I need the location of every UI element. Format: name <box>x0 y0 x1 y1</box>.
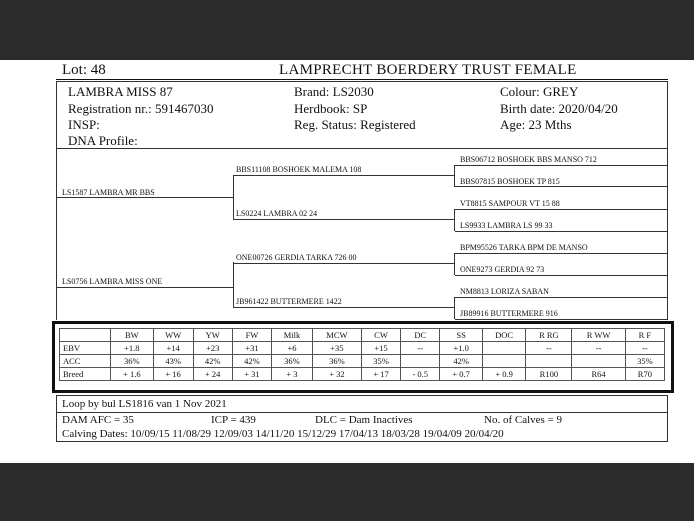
table-cell: +6 <box>272 342 313 355</box>
insp-label: INSP: <box>68 117 100 132</box>
table-cell: + 16 <box>153 368 193 381</box>
table-cell: + 17 <box>361 368 400 381</box>
table-cell: +14 <box>153 342 193 355</box>
header-cell: SS <box>440 329 483 342</box>
lot-number: Lot: 48 <box>62 62 106 78</box>
table-cell: + 3 <box>272 368 313 381</box>
header-cell: R RG <box>526 329 572 342</box>
table-cell <box>401 355 440 368</box>
pedigree-line <box>234 219 454 220</box>
pedigree-line <box>56 197 234 198</box>
pedigree-line <box>234 263 454 264</box>
table-cell: 42% <box>193 355 232 368</box>
table-cell: - 0.5 <box>401 368 440 381</box>
table-cell: 35% <box>361 355 400 368</box>
maternal-granddam: JB961422 BUTTERMERE 1422 <box>236 297 342 306</box>
pedigree-line <box>454 165 455 187</box>
brand: Brand: LS2030 <box>294 84 374 99</box>
paternal-grandsire: BBS11108 BOSHOEK MALEMA 108 <box>236 165 362 174</box>
pedigree-line <box>455 186 667 187</box>
header-cell: FW <box>232 329 271 342</box>
row-label: Breed <box>60 368 111 381</box>
table-cell <box>482 342 525 355</box>
pedigree-line <box>56 287 234 288</box>
header-cell: MCW <box>312 329 361 342</box>
pedigree-line <box>455 275 667 276</box>
pedigree-line <box>455 253 667 254</box>
header-cell: Milk <box>272 329 313 342</box>
table-cell: R70 <box>625 368 664 381</box>
table-cell: 42% <box>440 355 483 368</box>
table-cell: +15 <box>361 342 400 355</box>
dam: LS0756 LAMBRA MISS ONE <box>62 277 163 286</box>
maternal-grandsire: ONE00726 GERDIA TARKA 726 00 <box>236 253 357 262</box>
pedigree-line <box>454 209 455 231</box>
table-cell: R64 <box>572 368 625 381</box>
row-label: ACC <box>60 355 111 368</box>
page-title: LAMPRECHT BOERDERY TRUST FEMALE <box>279 62 577 78</box>
dna-profile-label: DNA Profile: <box>68 133 138 148</box>
table-cell: +1.0 <box>440 342 483 355</box>
pedigree-line <box>233 262 234 308</box>
great-grandparent: BBS07815 BOSHOEK TP 815 <box>460 177 560 186</box>
pedigree-line <box>455 319 667 320</box>
table-cell: +35 <box>312 342 361 355</box>
ebv-row <box>60 342 665 355</box>
great-grandparent: BPM95526 TARKA BPM DE MANSO <box>460 243 588 252</box>
ebv-table <box>59 328 665 381</box>
loop-info: Loop by bul LS1816 van 1 Nov 2021 <box>62 398 227 410</box>
pedigree-line <box>455 209 667 210</box>
pedigree-line <box>454 253 455 275</box>
table-cell: + 32 <box>312 368 361 381</box>
table-cell: -- <box>625 342 664 355</box>
header-cell: DC <box>401 329 440 342</box>
table-cell: -- <box>401 342 440 355</box>
animal-name: LAMBRA MISS 87 <box>68 84 173 99</box>
table-cell: + 1.6 <box>111 368 154 381</box>
great-grandparent: JB89916 BUTTERMERE 916 <box>460 309 558 318</box>
great-grandparent: VT8815 SAMPOUR VT 15 88 <box>460 199 560 208</box>
pedigree-line <box>455 165 667 166</box>
great-grandparent: LS9933 LAMBRA LS 99 33 <box>460 221 553 230</box>
great-grandparent: BBS06712 BOSHOEK BBS MANSO 712 <box>460 155 597 164</box>
header-cell: WW <box>153 329 193 342</box>
sire: LS1587 LAMBRA MR BBS <box>62 188 155 197</box>
header-cell: CW <box>361 329 400 342</box>
great-grandparent: NM8813 LORIZA SABAN <box>460 287 549 296</box>
calves-count: No. of Calves = 9 <box>484 414 562 426</box>
pedigree-line <box>455 231 667 232</box>
pedigree-right-border <box>667 149 668 320</box>
table-cell: 35% <box>625 355 664 368</box>
table-cell <box>572 355 625 368</box>
herdbook: Herdbook: SP <box>294 101 368 116</box>
header-cell: DOC <box>482 329 525 342</box>
header-cell: R WW <box>572 329 625 342</box>
table-cell: +1.8 <box>111 342 154 355</box>
acc-row <box>60 355 665 368</box>
table-cell: +23 <box>193 342 232 355</box>
header-cell: YW <box>193 329 232 342</box>
colour: Colour: GREY <box>500 84 579 99</box>
table-cell: R100 <box>526 368 572 381</box>
header-cell: R F <box>625 329 664 342</box>
table-cell: + 31 <box>232 368 271 381</box>
table-cell <box>482 355 525 368</box>
ebv-header-row <box>60 329 665 342</box>
icp: ICP = 439 <box>211 414 256 426</box>
header-cell <box>60 329 111 342</box>
birth-date: Birth date: 2020/04/20 <box>500 101 618 116</box>
pedigree-left-border <box>56 149 57 320</box>
table-cell: 36% <box>272 355 313 368</box>
row-label: EBV <box>60 342 111 355</box>
table-cell <box>526 355 572 368</box>
great-grandparent: ONE9273 GERDIA 92 73 <box>460 265 545 274</box>
registration-status: Reg. Status: Registered <box>294 117 416 132</box>
age: Age: 23 Mths <box>500 117 572 132</box>
ebv-table-frame <box>52 321 674 393</box>
dlc: DLC = Dam Inactives <box>315 414 413 426</box>
breed-row <box>60 368 665 381</box>
table-cell: +31 <box>232 342 271 355</box>
pedigree-line <box>454 297 455 319</box>
header-cell: BW <box>111 329 154 342</box>
pedigree-line <box>233 175 234 220</box>
registration-number: Registration nr.: 591467030 <box>68 101 214 116</box>
table-cell: + 0.9 <box>482 368 525 381</box>
pedigree-line <box>455 297 667 298</box>
table-cell: -- <box>526 342 572 355</box>
table-cell: -- <box>572 342 625 355</box>
table-cell: + 0.7 <box>440 368 483 381</box>
table-cell: + 24 <box>193 368 232 381</box>
pedigree-line <box>234 175 454 176</box>
dam-afc: DAM AFC = 35 <box>62 414 134 426</box>
paternal-granddam: LS0224 LAMBRA 02 24 <box>236 209 318 218</box>
calving-dates: Calving Dates: 10/09/15 11/08/29 12/09/03 14/11/20 15/12/29 17/04/13 18/03/28 19/04/09 20/04/20 <box>62 428 504 440</box>
table-cell: 42% <box>232 355 271 368</box>
table-cell: 36% <box>111 355 154 368</box>
table-cell: 43% <box>153 355 193 368</box>
table-cell: 36% <box>312 355 361 368</box>
catalogue-page <box>0 60 694 463</box>
title-rule <box>56 79 668 80</box>
pedigree-line <box>234 307 454 308</box>
